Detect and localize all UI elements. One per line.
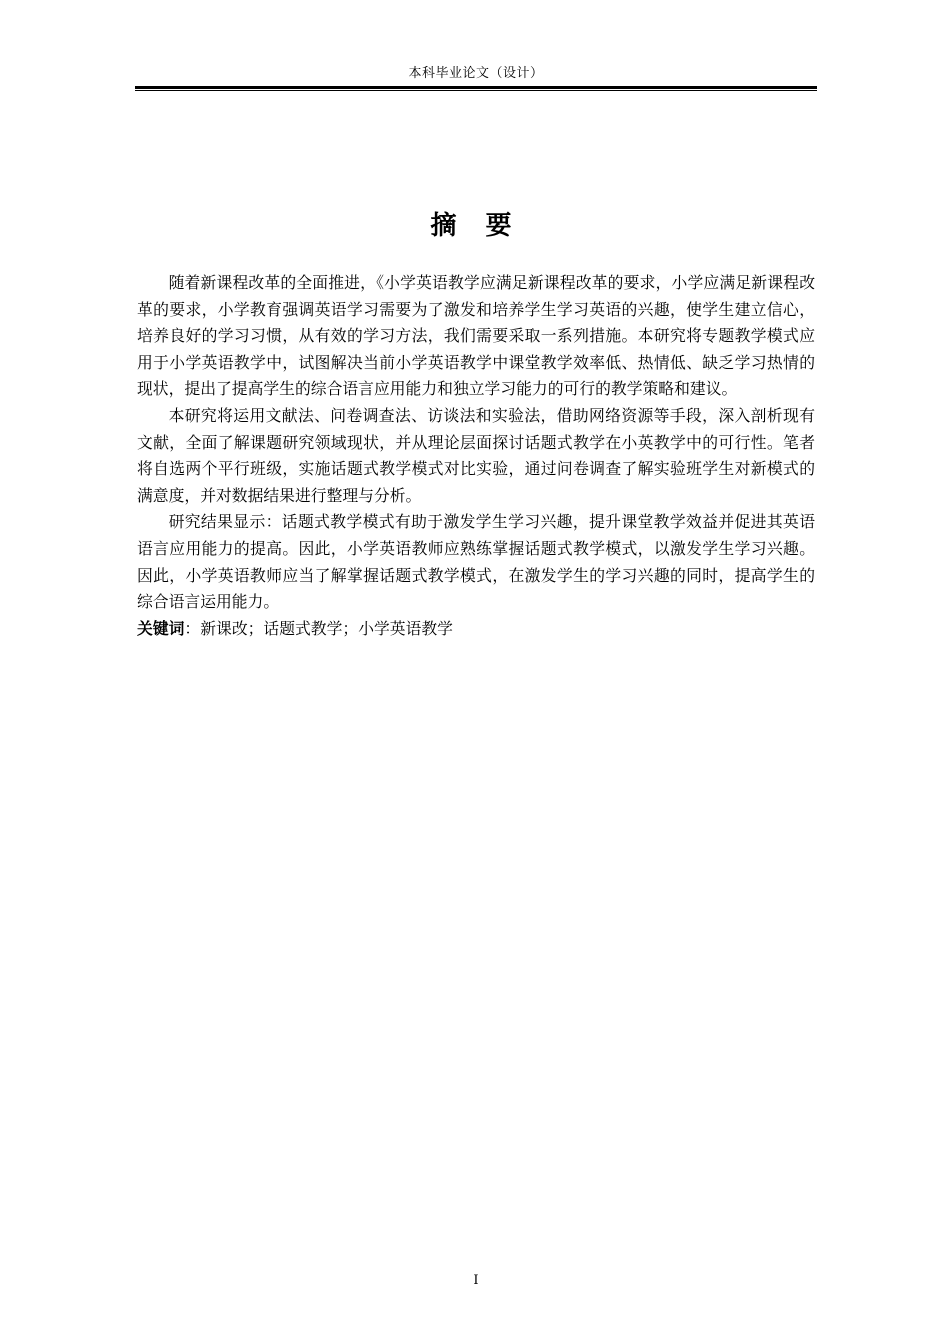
header-rule-thin (135, 90, 817, 91)
abstract-paragraph-3: 研究结果显示：话题式教学模式有助于激发学生学习兴趣，提升课堂教学效益并促进其英语语言应用能力的提高。因此，小学英语教师应熟练掌握话题式教学模式，以激发学生学习兴趣。因此，小学英语教师应当了解掌握话题式教学模式，在激发学生的学习兴趣的同时，提高学生的综合语言运用能力。 (137, 512, 815, 612)
header-rule (135, 86, 817, 89)
keywords-list: 新课改；话题式教学；小学英语教学 (200, 618, 453, 638)
abstract-title: 摘 要 (430, 211, 522, 241)
keywords-label: 关键词 (137, 618, 185, 638)
keywords-separator: ： (184, 618, 201, 638)
abstract-paragraph-1: 随着新课程改革的全面推进，《小学英语教学应满足新课程改革的要求，小学应满足新课程改革的要求，小学教育强调英语学习需要为了激发和培养学生学习英语的兴趣，使学生建立信心，培养良好的学习习惯，从有效的学习方法，我们需要采取一系列措施。本研究将专题教学模式应用于小学英语教学中，试图解决当前小学英语教学中课堂教学效率低、热情低、缺乏学习热情的现状，提出了提高学生的综合语言应用能力和独立学习能力的可行的教学策略和建议。 (137, 273, 815, 399)
keywords-line (137, 616, 815, 643)
abstract-body (137, 270, 815, 642)
page-number: I (473, 1273, 479, 1288)
running-header: 本科毕业论文（设计） (408, 66, 544, 81)
abstract-paragraph-2: 本研究将运用文献法、问卷调查法、访谈法和实验法，借助网络资源等手段，深入剖析现有文献，全面了解课题研究领域现状，并从理论层面探讨话题式教学在小英教学中的可行性。笔者将自选两个平行班级，实施话题式教学模式对比实验，通过问卷调查了解实验班学生对新模式的满意度，并对数据结果进行整理与分析。 (137, 405, 815, 505)
